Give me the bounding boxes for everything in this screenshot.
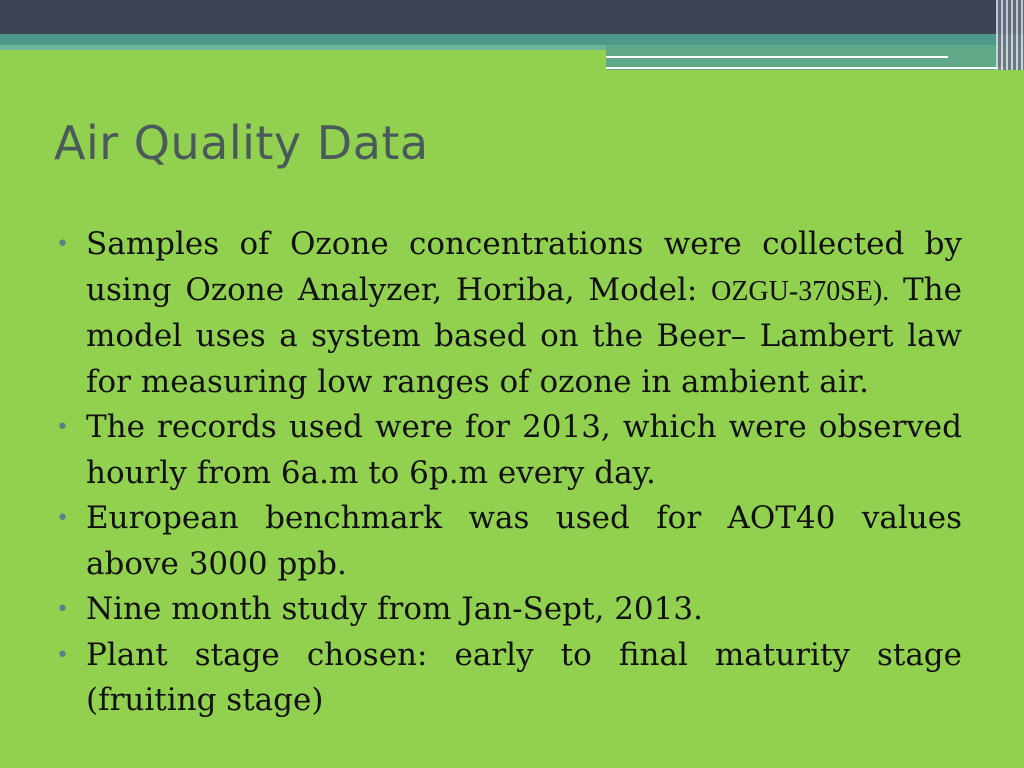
- bullet-item: [56, 633, 962, 724]
- decorative-stripe: [826, 67, 1004, 69]
- header-bar: [0, 0, 1024, 34]
- bullet-item: [56, 222, 962, 405]
- bullet-marker: •: [56, 506, 69, 531]
- bullet-text: The records used were for 2013, which were observed hourly from 6a.m to 6p.m every day.: [86, 409, 962, 491]
- bullet-item: [56, 496, 962, 587]
- decorative-stripe: [606, 67, 826, 69]
- bullet-marker: •: [56, 597, 69, 622]
- model-code: OZGU-370SE).: [711, 275, 890, 307]
- bullet-text: Plant stage chosen: early to final maturity stage (fruiting stage): [86, 636, 962, 718]
- bullet-text: European benchmark was used for AOT40 values above 3000 ppb.: [86, 500, 962, 582]
- bullet-item: [56, 405, 962, 496]
- bullet-marker: •: [56, 415, 69, 440]
- bullet-marker: •: [56, 642, 69, 668]
- header-accent-band: [0, 34, 1024, 45]
- bullet-marker: •: [56, 232, 69, 257]
- bullet-list: [56, 222, 962, 724]
- decorative-stripe: [606, 56, 948, 58]
- bullet-text: Samples of Ozone concentrations were collected by using Ozone Analyzer, Horiba, Model:: [86, 226, 962, 308]
- bullet-text: Nine month study from Jan-Sept, 2013.: [86, 591, 703, 627]
- slide-title: Air Quality Data: [54, 116, 429, 170]
- bullet-text: The model uses a system based on the Beer– Lambert law for measuring low ranges of ozone in ambient air.: [86, 271, 962, 400]
- header-accent-band-light: [0, 45, 606, 50]
- decorative-vertical-lines: [996, 0, 1024, 70]
- bullet-item: [56, 587, 962, 633]
